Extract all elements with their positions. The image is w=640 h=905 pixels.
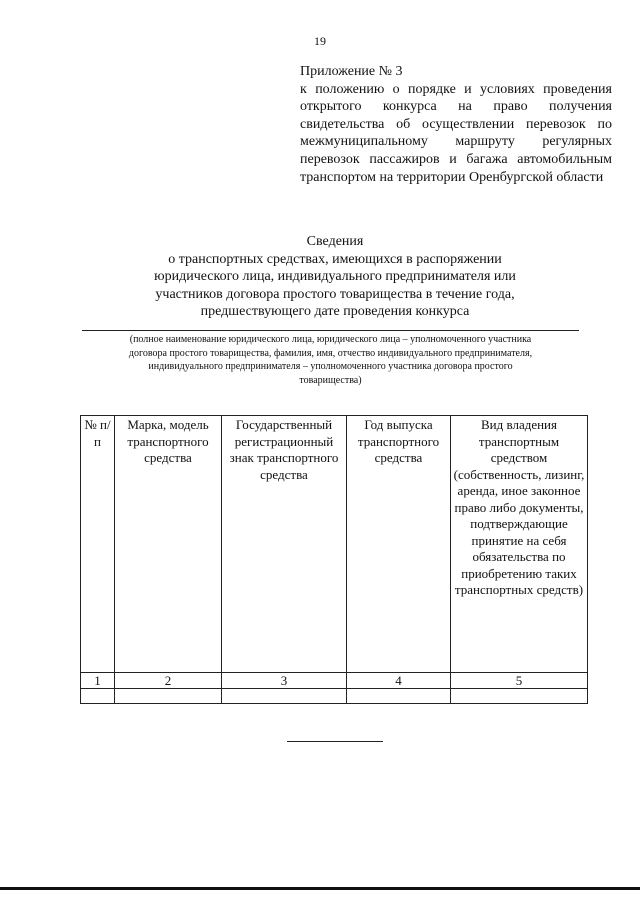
caption-line: товарищества) bbox=[299, 374, 362, 386]
heading-line: юридического лица, индивидуального предпринимателя или bbox=[154, 269, 516, 285]
vehicles-table bbox=[80, 415, 588, 704]
document-heading bbox=[120, 233, 550, 321]
column-number: 4 bbox=[347, 673, 451, 689]
empty-cell bbox=[115, 689, 222, 704]
heading-line: участников договора простого товарищества в течение года, bbox=[155, 286, 515, 302]
caption-line: (полное наименование юридического лица, юридического лица – уполномоченного участника bbox=[129, 334, 532, 345]
table-header-row bbox=[81, 416, 588, 673]
empty-cell bbox=[222, 689, 347, 704]
annex-block bbox=[300, 63, 612, 186]
header-ownership-type: Вид владения транспортным средством (собственность, лизинг, аренда, иное законное право либо документы, подтверждающие принятие на себя обязательства по приобретению таких транспортных средств) bbox=[451, 416, 588, 673]
header-year: Год выпуска транспортного средства bbox=[347, 416, 451, 673]
empty-cell bbox=[81, 689, 115, 704]
scan-edge-bar bbox=[0, 887, 640, 890]
heading-line: предшествующего дате проведения конкурса bbox=[200, 304, 470, 320]
column-number-row bbox=[81, 673, 588, 689]
column-number: 2 bbox=[115, 673, 222, 689]
header-number: № п/п bbox=[81, 416, 115, 673]
header-registration-plate: Государственный регистрационный знак транспортного средства bbox=[222, 416, 347, 673]
column-number: 5 bbox=[451, 673, 588, 689]
caption-line: индивидуального предпринимателя – уполномоченного участника договора простого bbox=[148, 361, 513, 372]
annex-title: Приложение № 3 bbox=[300, 64, 403, 79]
closing-rule bbox=[287, 741, 383, 742]
table-empty-row bbox=[81, 689, 588, 704]
header-brand-model: Марка, модель транспортного средства bbox=[115, 416, 222, 673]
empty-cell bbox=[347, 689, 451, 704]
page-number: 19 bbox=[314, 34, 326, 48]
caption-line: договора простого товарищества, фамилия, имя, отчество индивидуального предпринимателя, bbox=[128, 347, 533, 359]
column-number: 1 bbox=[81, 673, 115, 689]
fill-line-caption bbox=[82, 333, 579, 387]
annex-body: к положению о порядке и условиях проведения открытого конкурса на право получения свидетельства об осуществлении перевозок по межмуниципальному маршруту регулярных перевозок пассажиров и багажа автомобильным транспортом на территории Оренбургской области bbox=[300, 81, 612, 185]
column-number: 3 bbox=[222, 673, 347, 689]
heading-title: Сведения bbox=[306, 234, 364, 249]
empty-cell bbox=[451, 689, 588, 704]
heading-line: о транспортных средствах, имеющихся в распоряжении bbox=[168, 251, 502, 267]
name-fill-line bbox=[82, 330, 579, 331]
